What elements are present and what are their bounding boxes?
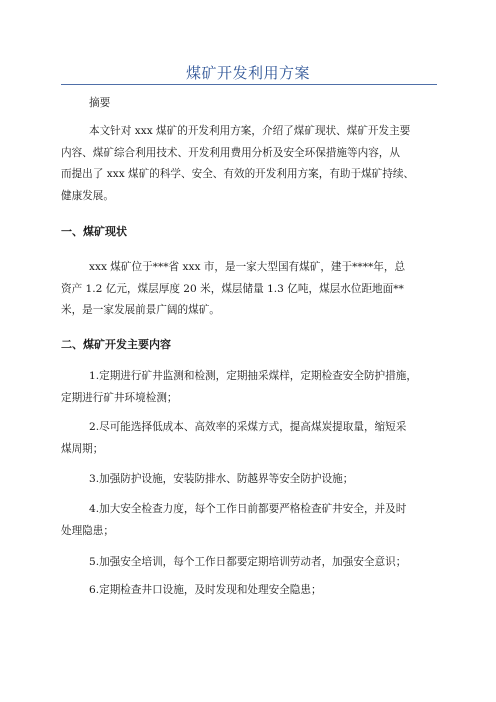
section-2-heading: 二、煤矿开发主要内容 — [61, 338, 171, 351]
item-1-line-1: 1.定期进行矿井监测和检测，定期抽采煤样，定期检查安全防护措施， — [89, 370, 417, 382]
abstract-line-3: 而提出了 xxx 煤矿的科学、安全、有效的开发利用方案，有助于煤矿持续、 — [61, 168, 415, 180]
abstract-line-1: 本文针对 xxx 煤矿的开发利用方案，介绍了煤矿现状、煤矿开发主要 — [89, 125, 411, 137]
item-4-line-1: 4.加大安全检查力度，每个工作日前都要严格检查矿井安全，并及时 — [89, 503, 407, 515]
title-underline — [61, 84, 437, 85]
item-4-line-2: 处理隐患； — [61, 525, 114, 537]
section-1-line-3: 米，是一家发展前景广阔的煤矿。 — [61, 304, 220, 316]
abstract-label: 摘要 — [89, 97, 111, 109]
section-1-heading: 一、煤矿现状 — [61, 225, 127, 238]
abstract-line-4: 健康发展。 — [61, 190, 114, 202]
item-6-line-1: 6.定期检查井口设施，及时发现和处理安全隐患； — [89, 584, 322, 596]
item-2-line-1: 2.尽可能选择低成本、高效率的采煤方式，提高煤炭提取量，缩短采 — [89, 421, 407, 433]
abstract-line-2: 内容、煤矿综合利用技术、开发利用费用分析及安全环保措施等内容，从 — [61, 147, 400, 159]
item-5-line-1: 5.加强安全培训，每个工作日都要定期培训劳动者，加强安全意识； — [89, 556, 407, 568]
document-title: 煤矿开发利用方案 — [185, 64, 310, 82]
section-1-line-1: xxx 煤矿位于***省 xxx 市，是一家大型国有煤矿，建于****年，总 — [89, 261, 406, 273]
item-3-line-1: 3.加强防护设施，安装防排水、防越界等安全防护设施； — [89, 473, 354, 485]
section-1-line-2: 资产 1.2 亿元，煤层厚度 20 米，煤层储量 1.3 亿吨，煤层水位距地面** — [61, 283, 404, 295]
item-1-line-2: 定期进行矿井环境检测； — [61, 392, 178, 404]
item-2-line-2: 煤周期； — [61, 443, 104, 455]
